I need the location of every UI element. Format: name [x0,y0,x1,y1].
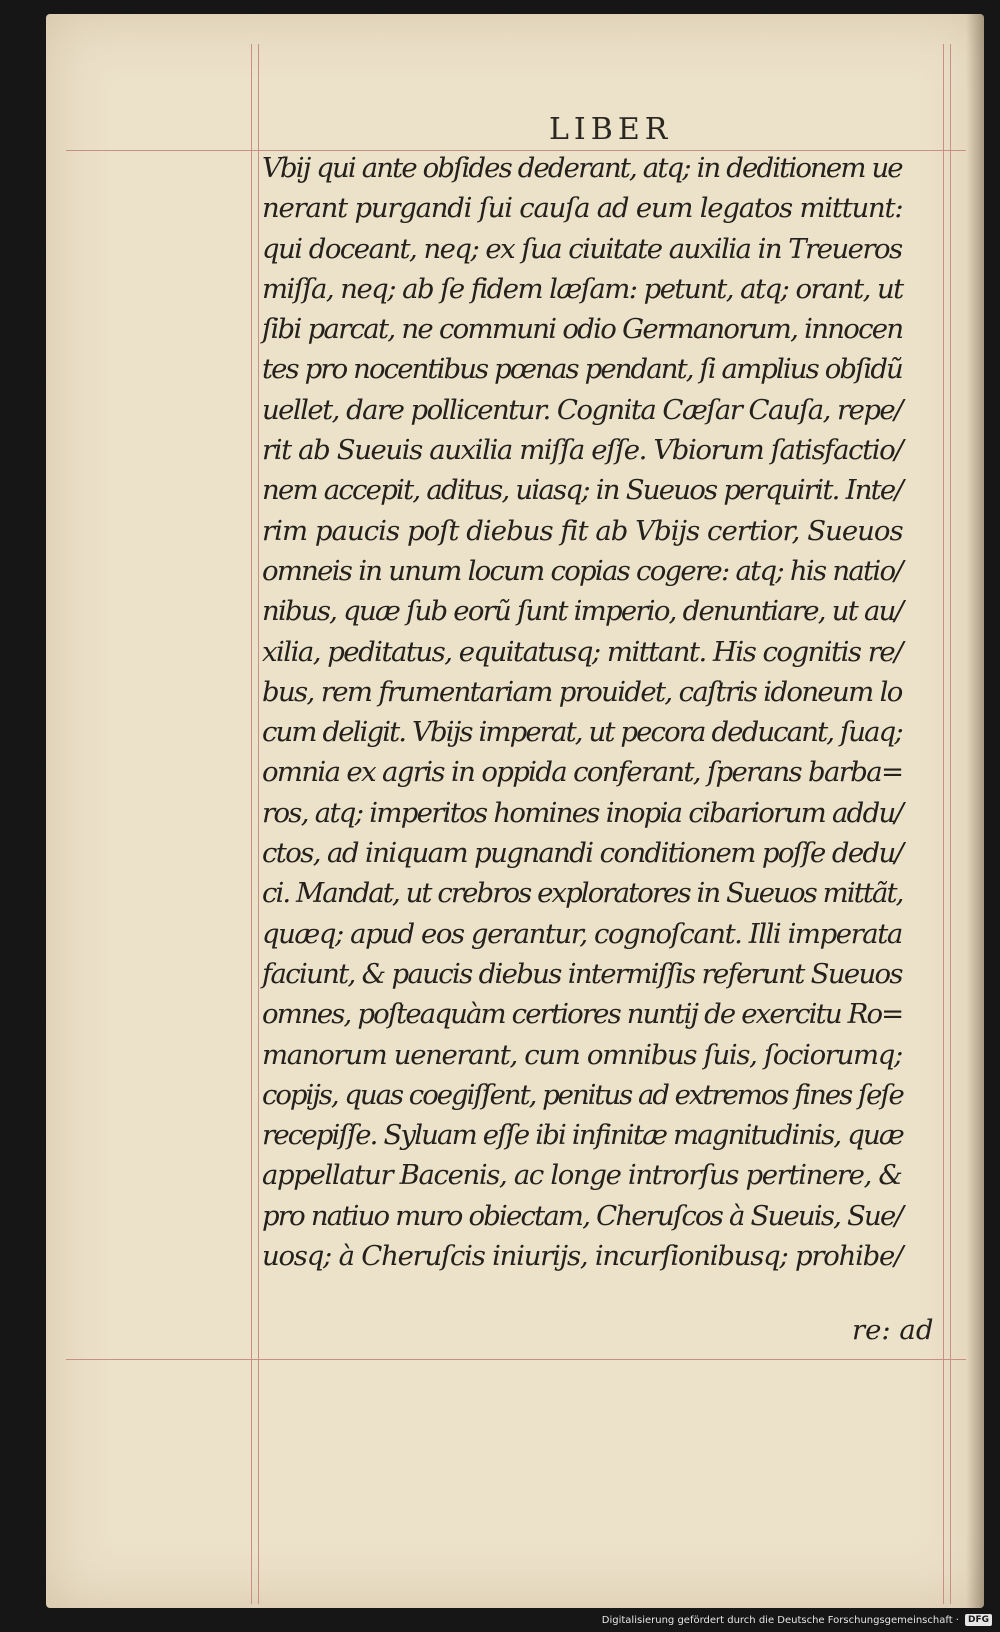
text-line: nibus, quæ ſub eorũ ſunt imperio, denuntiare, ut au/ [262,595,903,628]
text-line: ros, atq; imperitos homines inopia cibariorum addu/ [262,796,903,829]
text-line: nem accepit, aditus, uiasq; in Sueuos perquirit. Inte/ [262,474,902,507]
text-line: omnes, poſteaquàm certiores nuntij de exercitu Ro= [262,998,903,1031]
credit-text: Digitalisierung gefördert durch die Deutsche Forschungsgemeinschaft · [601,1614,959,1626]
text-line: omneis in unum locum copias cogere: atq; his natio/ [262,554,902,587]
digitization-credit [602,1612,992,1628]
text-line: faciunt, & paucis diebus intermiſſis referunt Sueuos [262,957,902,990]
text-line: recepiſſe. Syluam eſſe ibi infinitæ magnitudinis, quæ [262,1119,903,1152]
text-line: pro natiuo muro obiectam, Cheruſcos à Sueuis, Sue/ [262,1199,902,1232]
running-head: LIBER [549,112,673,147]
text-line: tes pro nocentibus pœnas pendant, ſi amplius obſidũ [262,353,902,386]
text-line: ctos, ad iniquam pugnandi conditionem poſſe dedu/ [262,837,903,870]
text-line: ſibi parcat, ne communi odio Germanorum, innocen [262,313,903,346]
text-line: uosq; à Cheruſcis iniurijs, incurſionibusq; prohibe/ [262,1240,903,1273]
margin-rule-left-inner [258,44,259,1604]
dfg-logo: DFG [965,1614,992,1626]
text-line: omnia ex agris in oppida conferant, ſperans barba= [262,756,903,789]
text-line: Vbij qui ante obſides dederant, atq; in deditionem ue [262,152,902,184]
text-line: uellet, dare pollicentur. Cognita Cæſar Cauſa, repe/ [262,393,902,426]
body-text [262,148,938,1276]
margin-rule-left-outer [251,44,252,1604]
text-line: appellatur Bacenis, ac longe introrſus pertinere, & [262,1159,902,1192]
margin-rule-bottom [66,1359,966,1360]
catchword: re: ad [852,1314,934,1346]
text-line: miſſa, neq; ab ſe fidem læſam: petunt, atq; orant, ut [262,272,903,305]
text-line: ci. Mandat, ut crebros exploratores in Sueuos mittãt, [262,877,903,910]
page-edge-shadow [966,14,984,1608]
text-line: rit ab Sueuis auxilia miſſa eſſe. Vbiorum ſatisfactio/ [262,434,903,467]
text-line: rim paucis poſt diebus fit ab Vbijs certior, Sueuos [262,514,903,547]
text-line: manorum uenerant, cum omnibus ſuis, ſociorumq; [262,1038,902,1071]
text-line: copijs, quas coegiſſent, penitus ad extremos fines ſeſe [262,1078,903,1111]
margin-rule-right-inner [943,44,944,1604]
text-line: qui doceant, neq; ex ſua ciuitate auxilia in Treueros [262,232,902,265]
text-line: bus, rem frumentariam prouidet, caſtris idoneum lo [262,675,902,708]
text-line: xilia, peditatus, equitatusq; mittant. His cognitis re/ [262,635,902,668]
text-line: cum deligit. Vbijs imperat, ut pecora deducant, ſuaq; [262,716,902,749]
text-line: nerant purgandi ſui cauſa ad eum legatos mittunt: [262,192,903,225]
margin-rule-right-outer [950,44,951,1604]
text-line: quæq; apud eos gerantur, cognoſcant. Illi imperata [262,917,902,950]
